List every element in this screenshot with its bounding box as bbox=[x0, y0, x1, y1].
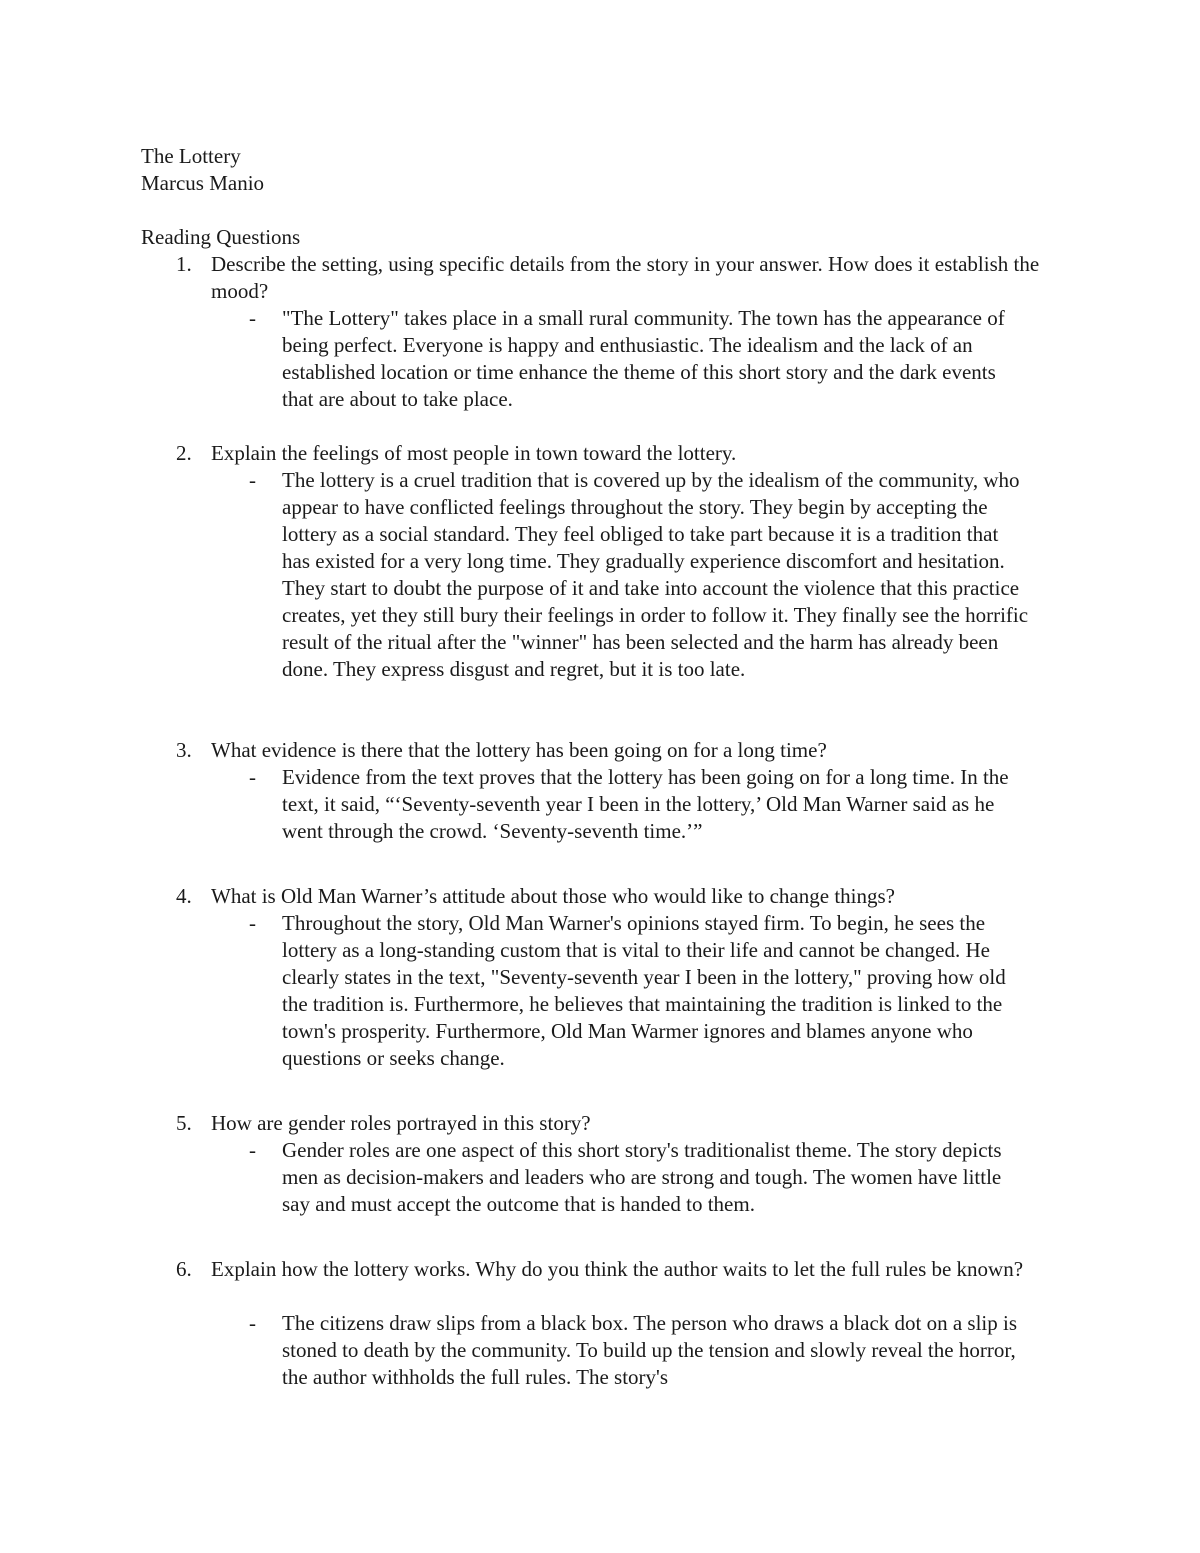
answer-bullet: - bbox=[249, 765, 256, 789]
answer-text: The citizens draw slips from a black box. The person who draws a black dot on a slip is stoned to death by the community. To build up the tension and slowly reveal the horror, the author withholds the full rules. The story's bbox=[282, 1311, 1018, 1389]
answer-text: Throughout the story, Old Man Warner's opinions stayed firm. To begin, he sees the lottery as a long-standing custom that is vital to their life and cannot be changed. He clearly states in the text, "Seventy-seventh year I been in the lottery," proving how old the tradition is. Furthermore, he believes that maintaining the tradition is linked to the town's prosperity. Furthermore, Old Man Warmer ignores and blames anyone who questions or seeks change. bbox=[282, 911, 1006, 1070]
author-name: Marcus Manio bbox=[141, 171, 265, 195]
question-text: What evidence is there that the lottery has been going on for a long time? bbox=[211, 738, 827, 762]
answer-text: Gender roles are one aspect of this short story's traditionalist theme. The story depicts men as decision-makers and leaders who are strong and tough. The women have little say and must accept the outcome that is handed to them. bbox=[282, 1138, 1002, 1216]
answer-bullet: - bbox=[249, 306, 256, 330]
document-title: The Lottery bbox=[141, 144, 241, 168]
question-number: 2. bbox=[176, 441, 192, 465]
question-text: What is Old Man Warner’s attitude about those who would like to change things? bbox=[211, 884, 895, 908]
question-number: 6. bbox=[176, 1257, 192, 1281]
answer-text: Evidence from the text proves that the lottery has been going on for a long time. In the text, it said, “‘Seventy-seventh year I been in the lottery,’ Old Man Warner said as he went through the crowd. ‘Seventy-seventh time.’” bbox=[282, 765, 1009, 843]
question-text: Describe the setting, using specific details from the story in your answer. How does it establish the mood? bbox=[211, 252, 1040, 303]
question-text: Explain how the lottery works. Why do you think the author waits to let the full rules be known? bbox=[211, 1257, 1024, 1281]
question-number: 4. bbox=[176, 884, 192, 908]
question-number: 1. bbox=[176, 252, 192, 276]
question-text: How are gender roles portrayed in this story? bbox=[211, 1111, 591, 1135]
answer-text: The lottery is a cruel tradition that is covered up by the idealism of the community, who appear to have conflicted feelings throughout the story. They begin by accepting the lottery as a social standard. They feel obliged to take part because it is a tradition that has existed for a very long time. They gradually experience discomfort and hesitation. They start to doubt the purpose of it and take into account the violence that this practice creates, yet they still bury their feelings in order to follow it. They finally see the horrific result of the ritual after the "winner" has been selected and the harm has already been done. They express disgust and regret, but it is too late. bbox=[282, 468, 1029, 681]
answer-bullet: - bbox=[249, 468, 256, 492]
answer-bullet: - bbox=[249, 1138, 256, 1162]
answer-text: "The Lottery" takes place in a small rural community. The town has the appearance of being perfect. Everyone is happy and enthusiastic. The idealism and the lack of an established location or time enhance the theme of this short story and the dark events that are about to take place. bbox=[282, 306, 1005, 411]
question-number: 3. bbox=[176, 738, 192, 762]
answer-bullet: - bbox=[249, 911, 256, 935]
question-text: Explain the feelings of most people in town toward the lottery. bbox=[211, 441, 737, 465]
section-heading: Reading Questions bbox=[141, 225, 301, 249]
question-number: 5. bbox=[176, 1111, 192, 1135]
answer-bullet: - bbox=[249, 1311, 256, 1335]
